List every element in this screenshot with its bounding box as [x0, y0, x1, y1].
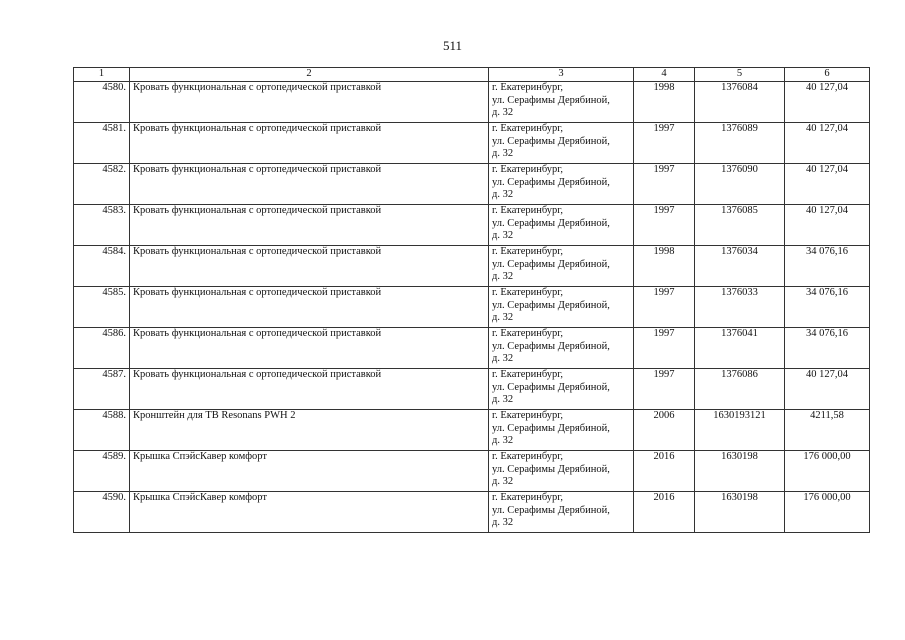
year-cell: 1997	[634, 369, 695, 410]
item-name-cell: Крышка СпэйсКавер комфорт	[130, 451, 489, 492]
address-line: г. Екатеринбург,	[492, 492, 564, 503]
column-header-3: 3	[489, 68, 634, 82]
row-number-cell: 4588.	[74, 410, 130, 451]
address-line: ул. Серафимы Дерябиной,	[492, 504, 610, 516]
inventory-number-cell: 1376090	[695, 164, 785, 205]
item-name-cell: Кровать функциональная с ортопедической приставкой	[130, 328, 489, 369]
address-line: ул. Серафимы Дерябиной,	[492, 176, 610, 188]
row-number-cell: 4580.	[74, 82, 130, 123]
address-line: д. 32	[492, 230, 514, 241]
address-line: ул. Серафимы Дерябиной,	[492, 463, 610, 475]
address-line: г. Екатеринбург,	[492, 410, 564, 421]
address-cell	[489, 492, 634, 533]
address-line: д. 32	[492, 476, 514, 487]
address-line: д. 32	[492, 189, 514, 200]
inventory-number-cell: 1376089	[695, 123, 785, 164]
address-line: ул. Серафимы Дерябиной,	[492, 422, 610, 434]
inventory-number-cell: 1630193121	[695, 410, 785, 451]
year-cell: 1997	[634, 328, 695, 369]
address-line: г. Екатеринбург,	[492, 328, 564, 339]
address-line: г. Екатеринбург,	[492, 451, 564, 462]
item-name-cell: Кровать функциональная с ортопедической приставкой	[130, 246, 489, 287]
cost-cell: 34 076,16	[785, 287, 870, 328]
cost-cell: 40 127,04	[785, 369, 870, 410]
address-cell	[489, 82, 634, 123]
table-row	[74, 451, 870, 492]
address-line: г. Екатеринбург,	[492, 246, 564, 257]
row-number-cell: 4589.	[74, 451, 130, 492]
item-name-cell: Крышка СпэйсКавер комфорт	[130, 492, 489, 533]
year-cell: 2016	[634, 451, 695, 492]
column-header-5: 5	[695, 68, 785, 82]
address-cell	[489, 246, 634, 287]
cost-cell: 176 000,00	[785, 451, 870, 492]
inventory-number-cell: 1630198	[695, 451, 785, 492]
address-line: д. 32	[492, 435, 514, 446]
row-number-cell: 4581.	[74, 123, 130, 164]
row-number-cell: 4585.	[74, 287, 130, 328]
address-line: г. Екатеринбург,	[492, 82, 564, 93]
table-row	[74, 246, 870, 287]
year-cell: 1997	[634, 164, 695, 205]
inventory-number-cell: 1376086	[695, 369, 785, 410]
row-number-cell: 4584.	[74, 246, 130, 287]
address-line: г. Екатеринбург,	[492, 164, 564, 175]
cost-cell: 40 127,04	[785, 205, 870, 246]
address-line: д. 32	[492, 353, 514, 364]
table-body	[74, 82, 870, 533]
address-cell	[489, 451, 634, 492]
row-number-cell: 4583.	[74, 205, 130, 246]
item-name-cell: Кровать функциональная с ортопедической приставкой	[130, 287, 489, 328]
item-name-cell: Кронштейн для ТВ Resonans PWH 2	[130, 410, 489, 451]
cost-cell: 176 000,00	[785, 492, 870, 533]
inventory-number-cell: 1376084	[695, 82, 785, 123]
address-cell	[489, 410, 634, 451]
address-line: д. 32	[492, 148, 514, 159]
inventory-number-cell: 1630198	[695, 492, 785, 533]
table-row	[74, 492, 870, 533]
address-line: д. 32	[492, 517, 514, 528]
address-line: ул. Серафимы Дерябиной,	[492, 258, 610, 270]
address-cell	[489, 369, 634, 410]
year-cell: 1997	[634, 205, 695, 246]
cost-cell: 40 127,04	[785, 164, 870, 205]
year-cell: 1997	[634, 123, 695, 164]
address-line: д. 32	[492, 271, 514, 282]
row-number-cell: 4587.	[74, 369, 130, 410]
table-row	[74, 410, 870, 451]
cost-cell: 4211,58	[785, 410, 870, 451]
address-cell	[489, 123, 634, 164]
inventory-number-cell: 1376033	[695, 287, 785, 328]
cost-cell: 34 076,16	[785, 328, 870, 369]
column-header-4: 4	[634, 68, 695, 82]
item-name-cell: Кровать функциональная с ортопедической приставкой	[130, 205, 489, 246]
column-header-6: 6	[785, 68, 870, 82]
cost-cell: 34 076,16	[785, 246, 870, 287]
address-line: г. Екатеринбург,	[492, 369, 564, 380]
row-number-cell: 4586.	[74, 328, 130, 369]
row-number-cell: 4582.	[74, 164, 130, 205]
column-number-row	[74, 68, 870, 82]
table-row	[74, 369, 870, 410]
page-number: 511	[442, 38, 463, 53]
address-line: ул. Серафимы Дерябиной,	[492, 94, 610, 106]
address-line: ул. Серафимы Дерябиной,	[492, 299, 610, 311]
table-row	[74, 328, 870, 369]
table-row	[74, 164, 870, 205]
column-header-2: 2	[130, 68, 489, 82]
address-line: г. Екатеринбург,	[492, 205, 564, 216]
address-cell	[489, 328, 634, 369]
column-header-1: 1	[74, 68, 130, 82]
address-line: ул. Серафимы Дерябиной,	[492, 217, 610, 229]
year-cell: 2006	[634, 410, 695, 451]
inventory-number-cell: 1376041	[695, 328, 785, 369]
item-name-cell: Кровать функциональная с ортопедической приставкой	[130, 123, 489, 164]
cost-cell: 40 127,04	[785, 123, 870, 164]
year-cell: 2016	[634, 492, 695, 533]
year-cell: 1997	[634, 287, 695, 328]
address-line: д. 32	[492, 312, 514, 323]
item-name-cell: Кровать функциональная с ортопедической приставкой	[130, 82, 489, 123]
address-line: г. Екатеринбург,	[492, 287, 564, 298]
address-line: ул. Серафимы Дерябиной,	[492, 381, 610, 393]
address-cell	[489, 164, 634, 205]
table-row	[74, 82, 870, 123]
address-line: г. Екатеринбург,	[492, 123, 564, 134]
table-row	[74, 205, 870, 246]
inventory-number-cell: 1376034	[695, 246, 785, 287]
property-registry-table	[73, 67, 870, 533]
address-line: ул. Серафимы Дерябиной,	[492, 340, 610, 352]
year-cell: 1998	[634, 82, 695, 123]
address-line: д. 32	[492, 107, 514, 118]
item-name-cell: Кровать функциональная с ортопедической приставкой	[130, 164, 489, 205]
cost-cell: 40 127,04	[785, 82, 870, 123]
inventory-number-cell: 1376085	[695, 205, 785, 246]
table-row	[74, 287, 870, 328]
address-cell	[489, 287, 634, 328]
item-name-cell: Кровать функциональная с ортопедической приставкой	[130, 369, 489, 410]
address-cell	[489, 205, 634, 246]
year-cell: 1998	[634, 246, 695, 287]
row-number-cell: 4590.	[74, 492, 130, 533]
table-row	[74, 123, 870, 164]
address-line: ул. Серафимы Дерябиной,	[492, 135, 610, 147]
address-line: д. 32	[492, 394, 514, 405]
